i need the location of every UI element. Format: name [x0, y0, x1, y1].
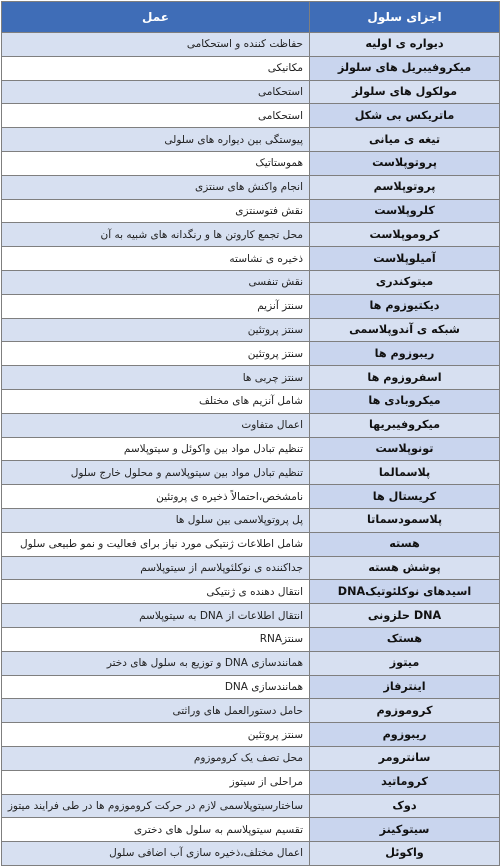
table-row — [2, 33, 500, 57]
cell-function: حفاظت کننده و استحکامی — [2, 33, 310, 57]
cell-function: پل پروتوپلاسمی بین سلول ها — [2, 508, 310, 532]
cell-part-name: ریبوزوم ها — [310, 342, 500, 366]
cell-part-name: هسته — [310, 532, 500, 556]
cell-function: سنتز پروتئین — [2, 723, 310, 747]
cell-function: مراحلی از سیتوز — [2, 770, 310, 794]
cell-part-name: اسفروزوم ها — [310, 366, 500, 390]
table-row — [2, 294, 500, 318]
cell-function: همانندسازی DNA — [2, 675, 310, 699]
cell-part-name: کروموپلاست — [310, 223, 500, 247]
table-row — [2, 199, 500, 223]
table-row — [2, 128, 500, 152]
cell-function: سنتز پروتئین — [2, 342, 310, 366]
cell-part-name: ماتریکس بی شکل — [310, 104, 500, 128]
cell-part-name: دیواره ی اولیه — [310, 33, 500, 57]
table-row — [2, 794, 500, 818]
cell-part-name: پوشش هسته — [310, 556, 500, 580]
cell-part-name: سانترومر — [310, 746, 500, 770]
cell-part-name: اینترفاز — [310, 675, 500, 699]
table-row — [2, 56, 500, 80]
table-row — [2, 270, 500, 294]
table-row — [2, 461, 500, 485]
table-row — [2, 151, 500, 175]
cell-part-name: میتوز — [310, 651, 500, 675]
cell-function: اعمال متفاوت — [2, 413, 310, 437]
cell-part-name: میکروفیبریل های سلولز — [310, 56, 500, 80]
cell-part-name: سیتوکینز — [310, 818, 500, 842]
table-row — [2, 318, 500, 342]
cell-function: استحکامی — [2, 80, 310, 104]
cell-function: نقش تنفسی — [2, 270, 310, 294]
table-row — [2, 532, 500, 556]
table-row — [2, 247, 500, 271]
cell-part-name: کریستال ها — [310, 485, 500, 509]
cell-function: محل تصف یک کروموزوم — [2, 746, 310, 770]
table-body — [2, 33, 500, 866]
cell-function: ذخیره ی نشاسته — [2, 247, 310, 271]
table-row — [2, 818, 500, 842]
cell-part-name: میتوکندری — [310, 270, 500, 294]
cell-part-name: دوک — [310, 794, 500, 818]
table-row — [2, 389, 500, 413]
cell-part-name: پروتوپلاست — [310, 151, 500, 175]
table-row — [2, 80, 500, 104]
cell-function: سنتز چربی ها — [2, 366, 310, 390]
cell-part-name: ریبوزوم — [310, 723, 500, 747]
table-row — [2, 366, 500, 390]
cell-function: جداکننده ی نوکلئوپلاسم از سیتوپلاسم — [2, 556, 310, 580]
cell-function: نامشخص،احتمالاً ذخیره ی پروتئین — [2, 485, 310, 509]
cell-function: سنتز آنزیم — [2, 294, 310, 318]
table-row — [2, 746, 500, 770]
table-row — [2, 342, 500, 366]
cell-function: ساختارسیتوپلاسمی لازم در حرکت کروموزوم ها در طی فرایند میتوز — [2, 794, 310, 818]
cell-function: انتقال اطلاعات از DNA به سیتوپلاسم — [2, 604, 310, 628]
cell-part-name: مولکول های سلولز — [310, 80, 500, 104]
cell-part-name: کروموزوم — [310, 699, 500, 723]
cell-function: سنتز پروتئین — [2, 318, 310, 342]
cell-part-name: هستک — [310, 627, 500, 651]
cell-part-name: میکروفیبریها — [310, 413, 500, 437]
cell-part-name: شبکه ی آندوپلاسمی — [310, 318, 500, 342]
cell-part-name: آمیلوپلاست — [310, 247, 500, 271]
table-row — [2, 556, 500, 580]
cell-part-name: کروماتید — [310, 770, 500, 794]
cell-function: همانندسازی DNA و توزیع به سلول های دختر — [2, 651, 310, 675]
cell-function: سنتزRNA — [2, 627, 310, 651]
page — [0, 1, 500, 863]
table-row — [2, 699, 500, 723]
cell-part-name: تونوپلاست — [310, 437, 500, 461]
cell-part-name: تیغه ی میانی — [310, 128, 500, 152]
cell-part-name: میکروبادی ها — [310, 389, 500, 413]
cell-function: استحکامی — [2, 104, 310, 128]
table-row — [2, 651, 500, 675]
table-header-row — [2, 2, 500, 33]
cell-function: شامل آنزیم های مختلف — [2, 389, 310, 413]
header-part: اجزای سلول — [310, 2, 500, 33]
table-row — [2, 770, 500, 794]
cell-part-name: کلروپلاست — [310, 199, 500, 223]
cell-part-name: دیکتیوزوم ها — [310, 294, 500, 318]
cell-function: مکانیکی — [2, 56, 310, 80]
table-row — [2, 413, 500, 437]
cell-function: انجام واکنش های سنتزی — [2, 175, 310, 199]
table-row — [2, 508, 500, 532]
header-function: عمل — [2, 2, 310, 33]
table-row — [2, 223, 500, 247]
cell-function: نقش فتوسنتزی — [2, 199, 310, 223]
cell-part-name: واکوئل — [310, 842, 500, 866]
cell-function: تنظیم تبادل مواد بین سیتوپلاسم و محلول خارج سلول — [2, 461, 310, 485]
cell-part-name: پلاسمودسماتا — [310, 508, 500, 532]
cell-part-name: DNA حلزونی — [310, 604, 500, 628]
table-row — [2, 604, 500, 628]
table-row — [2, 437, 500, 461]
table-row — [2, 580, 500, 604]
table-row — [2, 627, 500, 651]
table-row — [2, 104, 500, 128]
cell-function: انتقال دهنده ی ژنتیکی — [2, 580, 310, 604]
cell-part-name: اسیدهای نوکلئوتیکDNA — [310, 580, 500, 604]
cell-function: پیوستگی بین دیواره های سلولی — [2, 128, 310, 152]
cell-part-name: پلاسمالما — [310, 461, 500, 485]
table-row — [2, 175, 500, 199]
cell-function: محل تجمع کاروتن ها و رنگدانه های شبیه به آن — [2, 223, 310, 247]
cell-function: شامل اطلاعات ژنتیکی مورد نیاز برای فعالیت و نمو طبیعی سلول — [2, 532, 310, 556]
table-row — [2, 723, 500, 747]
table-row — [2, 675, 500, 699]
cell-function: هموستاتیک — [2, 151, 310, 175]
cell-parts-table — [1, 1, 500, 866]
table-row — [2, 485, 500, 509]
cell-function: حامل دستورالعمل های وراثتی — [2, 699, 310, 723]
cell-part-name: پروتوپلاسم — [310, 175, 500, 199]
cell-function: تقسیم سیتوپلاسم به سلول های دختری — [2, 818, 310, 842]
cell-function: اعمال مختلف،ذخیره سازی آب اضافی سلول — [2, 842, 310, 866]
cell-function: تنظیم تبادل مواد بین واکوئل و سیتوپلاسم — [2, 437, 310, 461]
